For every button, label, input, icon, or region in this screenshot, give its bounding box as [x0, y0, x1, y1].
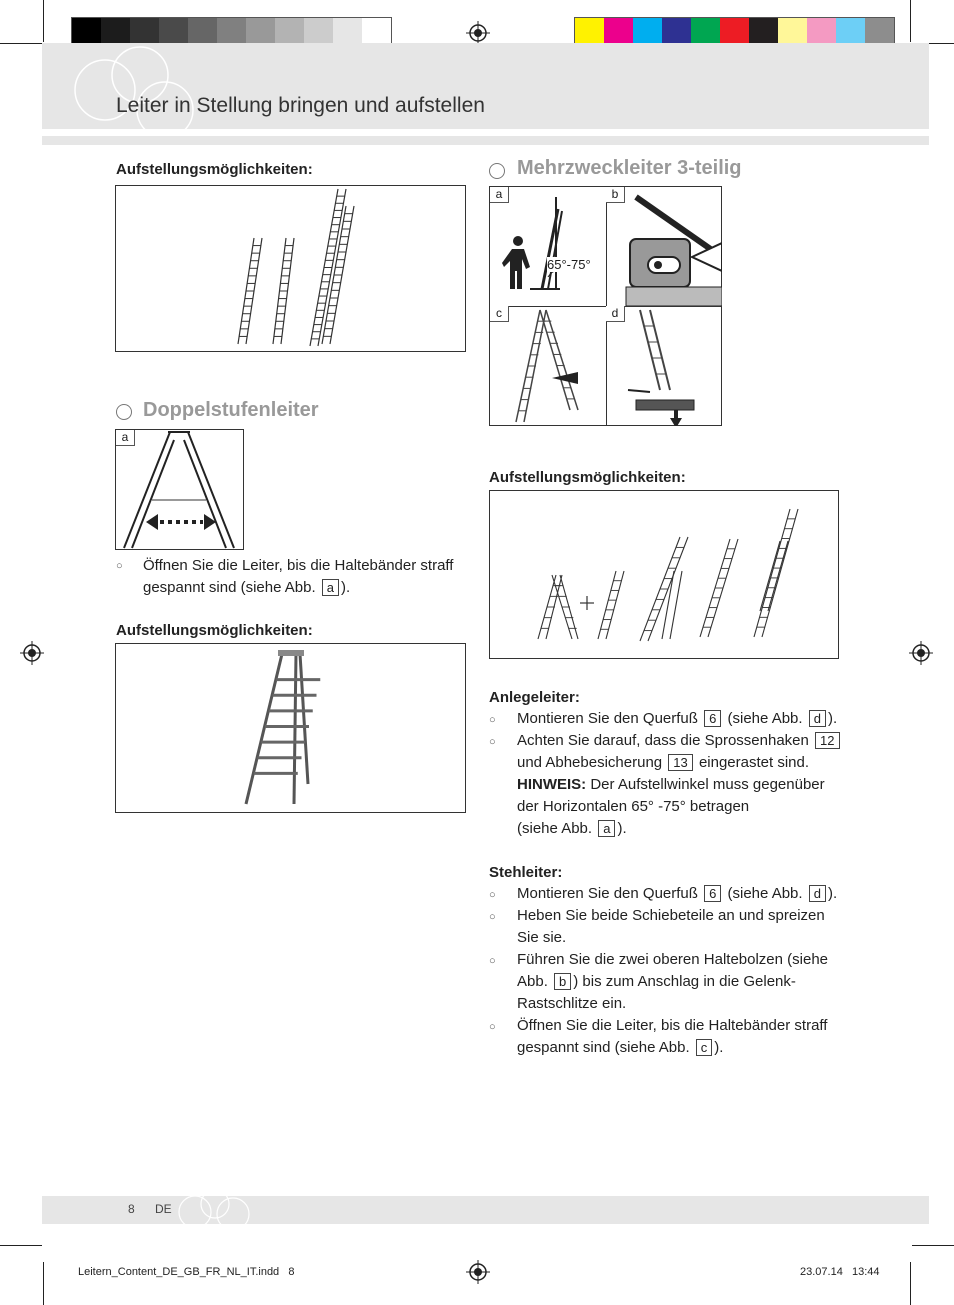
text-line: Öffnen Sie die Leiter, bis die Haltebänder straff: [517, 1017, 828, 1034]
color-swatch: [836, 18, 865, 46]
panel-label: a: [490, 187, 509, 203]
text: ).: [617, 820, 627, 837]
panel-label: b: [606, 187, 625, 203]
gray-swatch: [217, 18, 246, 46]
setup-heading: Aufstellungsmöglichkeiten:: [116, 161, 313, 178]
registration-mark-icon: [20, 641, 44, 665]
crop-mark: [912, 1245, 954, 1246]
date-slug: [800, 1266, 880, 1278]
text: (siehe Abb.: [727, 710, 803, 727]
language-code: DE: [155, 1202, 172, 1216]
text-line: Heben Sie beide Schiebeteile an und spreizen: [517, 907, 825, 924]
file-page: 8: [288, 1266, 295, 1278]
reference-box: 12: [815, 732, 839, 749]
text: Achten Sie darauf, dass die Sprossenhaken: [517, 732, 809, 749]
panel-label: c: [490, 306, 509, 322]
text-line: [517, 730, 847, 752]
reference-box: c: [696, 1039, 713, 1056]
color-swatch: [807, 18, 836, 46]
crop-mark: [0, 1245, 42, 1246]
gray-swatch: [275, 18, 304, 46]
setup-heading: Aufstellungsmöglichkeiten:: [489, 469, 686, 486]
panel-label: a: [116, 430, 135, 446]
text: (siehe Abb.: [727, 885, 803, 902]
text-line: Sie sie.: [517, 929, 567, 946]
date: 23.07.14: [800, 1266, 843, 1278]
color-swatch: [865, 18, 894, 46]
text-line: Rastschlitze ein.: [517, 995, 627, 1012]
header-strip: [42, 136, 929, 145]
panel-d: [606, 306, 722, 426]
text-line: Führen Sie die zwei oberen Haltebolzen (siehe: [517, 951, 829, 968]
text: ).: [714, 1039, 724, 1056]
text-line: [517, 774, 847, 796]
bullet-icon: ○: [489, 714, 496, 726]
text: gespannt sind (siehe Abb.: [143, 579, 316, 596]
anlege-heading: Anlegeleiter:: [489, 689, 580, 706]
steh-item-1: [517, 883, 847, 905]
gray-swatch: [188, 18, 217, 46]
time: 13:44: [852, 1266, 880, 1278]
registration-mark-icon: [466, 21, 490, 45]
figure-stepladder: [115, 643, 466, 813]
reference-box: a: [598, 820, 615, 837]
panel-b: [606, 187, 722, 307]
bullet-icon: ○: [489, 1021, 496, 1033]
anlege-item-1: [517, 708, 847, 730]
reference-box: 6: [704, 885, 721, 902]
steh-item-2: [517, 905, 847, 949]
section-bullet-icon: [116, 404, 132, 420]
text: ).: [341, 579, 351, 596]
doppel-instruction: [143, 555, 473, 599]
panel-a: [490, 187, 607, 307]
text: ).: [827, 710, 838, 727]
text: (siehe Abb.: [517, 820, 593, 837]
reference-box: b: [554, 973, 571, 990]
reference-box: 13: [668, 754, 692, 771]
gray-swatch: [333, 18, 362, 46]
gray-swatch: [101, 18, 130, 46]
setup-heading: Aufstellungsmöglichkeiten:: [116, 622, 313, 639]
section-title-doppelstufenleiter: Doppelstufenleiter: [143, 399, 319, 421]
text-line: Öffnen Sie die Leiter, bis die Haltebänder straff: [143, 557, 454, 574]
angle-label: 65°-75°: [547, 257, 591, 272]
text-line: [517, 1037, 847, 1059]
text-line: [517, 971, 847, 993]
panel-label: d: [606, 306, 625, 322]
color-swatch: [662, 18, 691, 46]
text: und Abhebesicherung: [517, 754, 663, 771]
text: gespannt sind (siehe Abb.: [517, 1039, 690, 1056]
figure-mehrzweck-panels: [489, 186, 722, 426]
bullet-icon: ○: [489, 889, 496, 901]
text: ).: [827, 885, 838, 902]
steh-item-4: [517, 1015, 847, 1059]
color-swatch: [720, 18, 749, 46]
file-slug: [78, 1266, 294, 1278]
figure-mehrzweck-setups: [489, 490, 839, 659]
text: Der Aufstellwinkel muss gegenüber: [590, 776, 825, 793]
registration-mark-icon: [466, 1260, 490, 1284]
gray-swatch: [362, 18, 391, 46]
steh-heading: Stehleiter:: [489, 864, 563, 881]
bullet-icon: ○: [116, 560, 123, 572]
page-number: 8: [128, 1202, 135, 1216]
reference-box: d: [809, 710, 826, 727]
reference-box: 6: [704, 710, 721, 727]
crop-mark: [0, 43, 42, 44]
hinweis-label: HINWEIS:: [517, 776, 587, 793]
footer-decorative-circles: [175, 1190, 255, 1235]
text: Montieren Sie den Querfuß: [517, 710, 698, 727]
color-swatch: [778, 18, 807, 46]
file-name: Leitern_Content_DE_GB_FR_NL_IT.indd: [78, 1266, 280, 1278]
bullet-icon: ○: [489, 911, 496, 923]
text-line: [517, 818, 847, 840]
bullet-icon: ○: [489, 736, 496, 748]
color-swatch: [749, 18, 778, 46]
crop-mark: [910, 1262, 911, 1305]
figure-doppel-a: [115, 429, 244, 550]
color-swatch: [575, 18, 604, 46]
crop-mark: [43, 0, 44, 42]
panel-c: [490, 306, 607, 426]
text-line: der Horizontalen 65° -75° betragen: [517, 798, 750, 815]
bullet-icon: ○: [489, 955, 496, 967]
color-swatch: [633, 18, 662, 46]
reference-box: d: [809, 885, 826, 902]
gray-swatch: [159, 18, 188, 46]
gray-swatch: [246, 18, 275, 46]
text: Montieren Sie den Querfuß: [517, 885, 698, 902]
gray-swatch: [130, 18, 159, 46]
text-line: [143, 577, 473, 599]
registration-mark-icon: [909, 641, 933, 665]
color-swatch: [691, 18, 720, 46]
gray-swatch: [304, 18, 333, 46]
reference-box: a: [322, 579, 339, 596]
text-line: [517, 752, 847, 774]
page-title: Leiter in Stellung bringen und aufstellen: [116, 94, 485, 117]
section-title-mehrzweckleiter: Mehrzweckleiter 3-teilig: [517, 157, 742, 179]
text: ) bis zum Anschlag in die Gelenk-: [573, 973, 796, 990]
color-swatch: [604, 18, 633, 46]
anlege-item-2: [517, 730, 847, 840]
crop-mark: [43, 1262, 44, 1305]
steh-item-3: [517, 949, 847, 1015]
text: Abb.: [517, 973, 548, 990]
figure-setup-ladders: [115, 185, 466, 352]
text: eingerastet sind.: [698, 754, 810, 771]
gray-swatch: [72, 18, 101, 46]
section-bullet-icon: [489, 163, 505, 179]
crop-mark: [910, 0, 911, 42]
